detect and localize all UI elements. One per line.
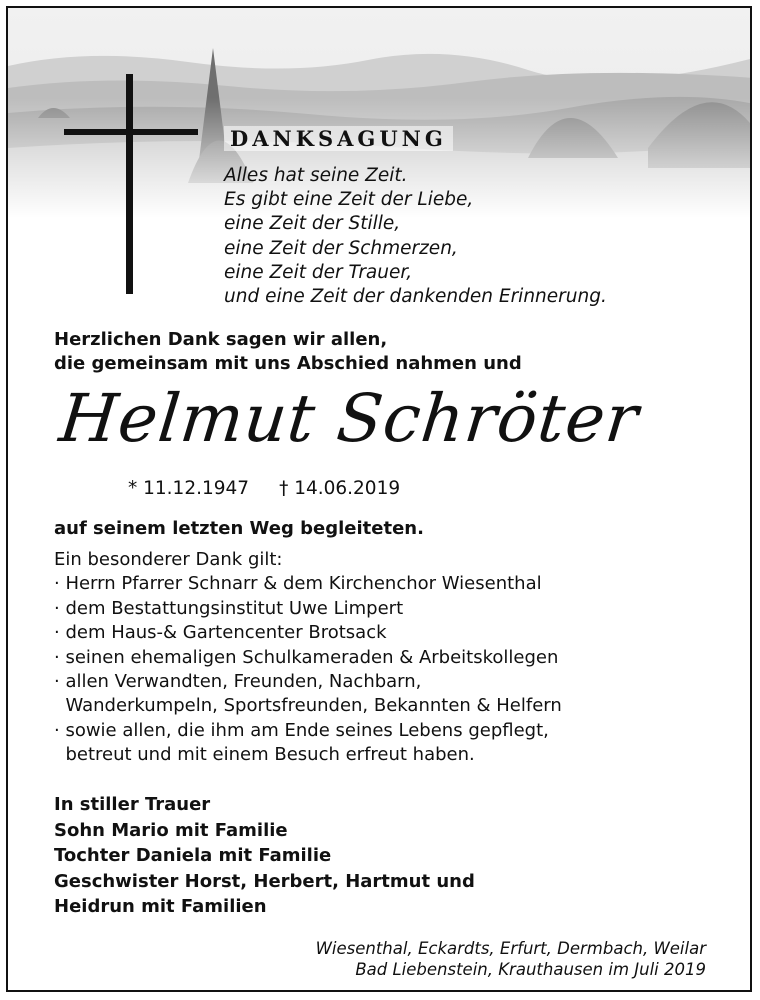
thanks-item: · allen Verwandten, Freunden, Nachbarn, [54,671,422,693]
thanks-list [54,548,562,768]
poem-line: eine Zeit der Trauer, [224,261,413,283]
thanks-lead: Ein besonderer Dank gilt: [54,549,283,570]
heading: DANKSAGUNG [224,126,453,151]
mourner-line: Heidrun mit Familien [54,896,267,918]
thanks-item: · seinen ehemaligen Schulkameraden & Arbeitskollegen [54,646,559,668]
thanks-item: · dem Bestattungsinstitut Uwe Limpert [54,597,404,619]
intro-text [54,328,522,376]
poem-line: Alles hat seine Zeit. [224,165,408,186]
place-and-date [316,938,706,980]
cross-icon [126,74,133,294]
intro-line: die gemeinsam mit uns Abschied nahmen und [54,353,522,374]
poem-line: eine Zeit der Schmerzen, [224,237,458,259]
mourner-line: In stiller Trauer [54,794,211,815]
mourner-line: Geschwister Horst, Herbert, Hartmut und [54,870,475,892]
life-dates [128,478,400,499]
obituary-notice [6,6,752,992]
mourners [54,792,475,920]
closing-line: auf seinem letzten Weg begleiteten. [54,518,424,539]
thanks-item: · Herrn Pfarrer Schnarr & dem Kirchenchor Wiesenthal [54,573,542,595]
poem-line: und eine Zeit der dankenden Erinnerung. [224,286,607,308]
place-line: Wiesenthal, Eckardts, Erfurt, Dermbach, Weilar [315,939,706,958]
deceased-name: Helmut Schröter [55,380,643,457]
thanks-item: · dem Haus-& Gartencenter Brotsack [54,622,387,644]
poem-line: eine Zeit der Stille, [224,213,401,235]
thanks-item: betreut und mit einem Besuch erfreut haben. [54,744,475,766]
thanks-item: · sowie allen, die ihm am Ende seines Lebens gepflegt, [54,719,549,741]
mourner-line: Sohn Mario mit Familie [54,819,288,841]
intro-line: Herzlichen Dank sagen wir allen, [54,329,388,350]
place-line: Bad Liebenstein, Krauthausen im Juli 2019 [355,960,706,979]
death-date: † 14.06.2019 [279,478,401,499]
mourner-line: Tochter Daniela mit Familie [54,845,332,867]
poem-line: Es gibt eine Zeit der Liebe, [224,189,474,211]
thanks-item: Wanderkumpeln, Sportsfreunden, Bekannten & Helfern [54,695,562,717]
birth-date: * 11.12.1947 [128,478,250,499]
poem [224,164,607,309]
cross-icon-bar [64,129,198,135]
